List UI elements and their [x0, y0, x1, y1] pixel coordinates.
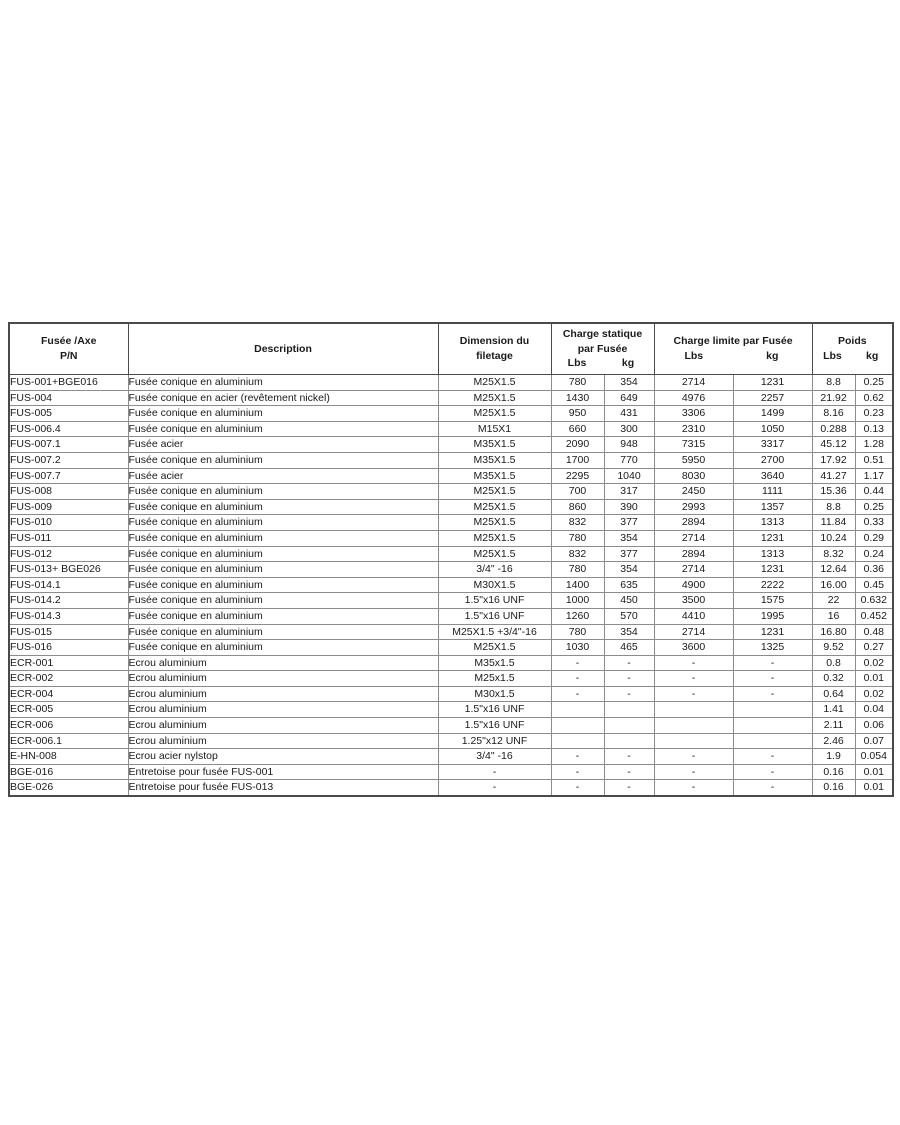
cell-weight-kg: 0.48 [855, 624, 893, 640]
cell-weight-kg: 0.62 [855, 390, 893, 406]
header-limit-load-lbs: Lbs [684, 350, 704, 362]
cell-description: Ecrou acier nylstop [128, 749, 438, 765]
cell-description: Fusée conique en aluminium [128, 515, 438, 531]
cell-weight-kg: 0.01 [855, 671, 893, 687]
cell-weight-kg: 0.06 [855, 718, 893, 734]
cell-static-load-lbs: 950 [551, 406, 604, 422]
cell-weight-lbs: 16.00 [812, 577, 855, 593]
cell-weight-lbs: 0.32 [812, 671, 855, 687]
cell-static-load-lbs: 1030 [551, 640, 604, 656]
cell-limit-load-lbs: 4900 [654, 577, 733, 593]
cell-static-load-lbs: 780 [551, 624, 604, 640]
cell-limit-load-kg: 2222 [733, 577, 812, 593]
cell-limit-load-lbs: - [654, 671, 733, 687]
cell-static-load-lbs: - [551, 686, 604, 702]
cell-static-load-kg [604, 718, 654, 734]
cell-limit-load-kg: 2700 [733, 452, 812, 468]
cell-limit-load-lbs: 2714 [654, 530, 733, 546]
cell-limit-load-lbs: 7315 [654, 437, 733, 453]
table-row [9, 468, 893, 484]
cell-static-load-lbs: 1700 [551, 452, 604, 468]
cell-limit-load-lbs [654, 702, 733, 718]
table-row [9, 390, 893, 406]
cell-limit-load-kg: - [733, 671, 812, 687]
cell-weight-kg: 0.29 [855, 530, 893, 546]
cell-static-load-lbs: - [551, 780, 604, 796]
header-weight-line1: Poids [837, 335, 867, 348]
cell-description: Fusée conique en aluminium [128, 624, 438, 640]
cell-thread-dimension: 3/4" -16 [438, 562, 551, 578]
cell-weight-lbs: 1.9 [812, 749, 855, 765]
cell-static-load-kg: 570 [604, 608, 654, 624]
cell-part-number: ECR-004 [9, 686, 128, 702]
cell-limit-load-kg [733, 718, 812, 734]
cell-thread-dimension: M25X1.5 [438, 515, 551, 531]
cell-limit-load-kg: - [733, 749, 812, 765]
cell-part-number: FUS-013+ BGE026 [9, 562, 128, 578]
cell-weight-lbs: 21.92 [812, 390, 855, 406]
cell-static-load-kg: 948 [604, 437, 654, 453]
header-part-number-line2: P/N [59, 350, 78, 362]
cell-thread-dimension: 1.5"x16 UNF [438, 702, 551, 718]
cell-limit-load-lbs: 2714 [654, 624, 733, 640]
cell-thread-dimension: M15X1 [438, 421, 551, 437]
cell-weight-kg: 0.23 [855, 406, 893, 422]
header-limit-load-line1: Charge limite par Fusée [673, 335, 793, 348]
cell-weight-kg: 0.44 [855, 484, 893, 500]
cell-weight-lbs: 9.52 [812, 640, 855, 656]
cell-description: Fusée acier [128, 468, 438, 484]
cell-thread-dimension: M25X1.5 [438, 530, 551, 546]
table-row [9, 718, 893, 734]
cell-weight-kg: 0.04 [855, 702, 893, 718]
cell-limit-load-kg: 1231 [733, 530, 812, 546]
header-description-label: Description [254, 342, 312, 355]
cell-limit-load-lbs: - [654, 686, 733, 702]
cell-thread-dimension: M25X1.5 [438, 546, 551, 562]
cell-static-load-kg [604, 702, 654, 718]
cell-description: Ecrou aluminium [128, 671, 438, 687]
cell-limit-load-lbs: 2714 [654, 562, 733, 578]
cell-description: Fusée conique en aluminium [128, 562, 438, 578]
cell-thread-dimension: M25X1.5 [438, 375, 551, 391]
column-header-limit-load [654, 323, 812, 375]
cell-weight-kg: 0.13 [855, 421, 893, 437]
cell-part-number: FUS-007.7 [9, 468, 128, 484]
cell-static-load-lbs: 660 [551, 421, 604, 437]
cell-limit-load-kg: 2257 [733, 390, 812, 406]
cell-weight-lbs: 22 [812, 593, 855, 609]
cell-static-load-lbs: 780 [551, 562, 604, 578]
cell-description: Ecrou aluminium [128, 718, 438, 734]
cell-part-number: FUS-016 [9, 640, 128, 656]
cell-part-number: FUS-014.2 [9, 593, 128, 609]
cell-weight-kg: 0.054 [855, 749, 893, 765]
cell-limit-load-kg [733, 702, 812, 718]
cell-description: Fusée conique en aluminium [128, 530, 438, 546]
table-row [9, 452, 893, 468]
cell-limit-load-lbs: 2310 [654, 421, 733, 437]
cell-limit-load-kg: 1231 [733, 375, 812, 391]
cell-weight-lbs: 17.92 [812, 452, 855, 468]
cell-description: Fusée conique en aluminium [128, 593, 438, 609]
cell-weight-kg: 0.24 [855, 546, 893, 562]
cell-static-load-kg: 431 [604, 406, 654, 422]
cell-limit-load-kg: - [733, 686, 812, 702]
cell-limit-load-lbs: - [654, 764, 733, 780]
cell-static-load-lbs: 1260 [551, 608, 604, 624]
cell-part-number: FUS-006.4 [9, 421, 128, 437]
cell-limit-load-kg: 1050 [733, 421, 812, 437]
cell-thread-dimension: M35X1.5 [438, 452, 551, 468]
cell-part-number: FUS-012 [9, 546, 128, 562]
header-weight-lbs: Lbs [823, 350, 842, 362]
cell-thread-dimension: M35x1.5 [438, 655, 551, 671]
table-row [9, 437, 893, 453]
cell-static-load-kg: - [604, 686, 654, 702]
cell-limit-load-kg: 1313 [733, 515, 812, 531]
cell-limit-load-lbs: 3306 [654, 406, 733, 422]
cell-weight-lbs: 10.24 [812, 530, 855, 546]
cell-static-load-kg: 450 [604, 593, 654, 609]
cell-part-number: FUS-015 [9, 624, 128, 640]
cell-static-load-lbs: 2295 [551, 468, 604, 484]
cell-static-load-kg: 390 [604, 499, 654, 515]
cell-static-load-kg: 354 [604, 624, 654, 640]
cell-description: Ecrou aluminium [128, 655, 438, 671]
cell-description: Entretoise pour fusée FUS-013 [128, 780, 438, 796]
cell-thread-dimension: M25X1.5 +3/4"-16 [438, 624, 551, 640]
cell-limit-load-kg: 1357 [733, 499, 812, 515]
cell-weight-lbs: 8.32 [812, 546, 855, 562]
cell-weight-kg: 0.01 [855, 764, 893, 780]
cell-description: Fusée conique en aluminium [128, 406, 438, 422]
cell-part-number: ECR-006.1 [9, 733, 128, 749]
cell-weight-kg: 0.27 [855, 640, 893, 656]
cell-weight-lbs: 8.8 [812, 499, 855, 515]
cell-static-load-kg: 377 [604, 546, 654, 562]
cell-part-number: FUS-001+BGE016 [9, 375, 128, 391]
cell-part-number: ECR-006 [9, 718, 128, 734]
cell-description: Fusée acier [128, 437, 438, 453]
cell-description: Fusée conique en aluminium [128, 640, 438, 656]
cell-weight-kg: 0.25 [855, 375, 893, 391]
header-thread-line1: Dimension du [459, 335, 530, 348]
cell-static-load-kg: 317 [604, 484, 654, 500]
cell-description: Fusée conique en aluminium [128, 452, 438, 468]
cell-static-load-lbs: 780 [551, 530, 604, 546]
cell-limit-load-kg: - [733, 764, 812, 780]
cell-limit-load-lbs [654, 733, 733, 749]
cell-description: Fusée conique en acier (revêtement nickel) [128, 390, 438, 406]
cell-weight-kg: 0.02 [855, 655, 893, 671]
cell-limit-load-kg: 1499 [733, 406, 812, 422]
cell-weight-kg: 0.02 [855, 686, 893, 702]
table-row [9, 499, 893, 515]
table-row [9, 780, 893, 796]
header-static-load-kg: kg [621, 357, 635, 370]
cell-thread-dimension: - [438, 764, 551, 780]
table-row [9, 484, 893, 500]
cell-static-load-lbs: - [551, 655, 604, 671]
cell-limit-load-lbs: 2894 [654, 546, 733, 562]
cell-weight-lbs: 8.16 [812, 406, 855, 422]
cell-part-number: FUS-007.2 [9, 452, 128, 468]
header-static-load-line1: Charge statique [562, 328, 643, 341]
cell-part-number: FUS-004 [9, 390, 128, 406]
cell-static-load-kg: 1040 [604, 468, 654, 484]
table-row [9, 593, 893, 609]
cell-thread-dimension: M25X1.5 [438, 640, 551, 656]
cell-thread-dimension: M25x1.5 [438, 671, 551, 687]
cell-limit-load-kg: 1325 [733, 640, 812, 656]
cell-static-load-kg: 770 [604, 452, 654, 468]
cell-part-number: FUS-014.1 [9, 577, 128, 593]
cell-limit-load-lbs: - [654, 655, 733, 671]
cell-static-load-kg: 300 [604, 421, 654, 437]
cell-weight-kg: 0.36 [855, 562, 893, 578]
cell-static-load-kg: 649 [604, 390, 654, 406]
cell-thread-dimension: - [438, 780, 551, 796]
cell-weight-kg: 1.28 [855, 437, 893, 453]
cell-part-number: FUS-008 [9, 484, 128, 500]
table-row [9, 577, 893, 593]
cell-static-load-lbs: - [551, 764, 604, 780]
cell-description: Fusée conique en aluminium [128, 608, 438, 624]
cell-limit-load-lbs: 2894 [654, 515, 733, 531]
header-weight-kg: kg [866, 350, 879, 362]
cell-static-load-lbs: 1430 [551, 390, 604, 406]
cell-limit-load-lbs: 5950 [654, 452, 733, 468]
cell-limit-load-lbs: - [654, 780, 733, 796]
cell-part-number: FUS-007.1 [9, 437, 128, 453]
cell-weight-lbs: 15.36 [812, 484, 855, 500]
header-static-load-lbs: Lbs [567, 357, 587, 370]
cell-thread-dimension: 1.25"x12 UNF [438, 733, 551, 749]
cell-limit-load-kg: 1111 [733, 484, 812, 500]
table-row [9, 764, 893, 780]
column-header-description [128, 323, 438, 375]
table-header [9, 323, 893, 375]
cell-weight-lbs: 0.16 [812, 780, 855, 796]
cell-weight-lbs: 0.64 [812, 686, 855, 702]
cell-thread-dimension: M35X1.5 [438, 468, 551, 484]
cell-thread-dimension: M35X1.5 [438, 437, 551, 453]
table-row [9, 671, 893, 687]
cell-static-load-kg: 354 [604, 375, 654, 391]
cell-weight-lbs: 16 [812, 608, 855, 624]
cell-thread-dimension: M25X1.5 [438, 499, 551, 515]
cell-static-load-lbs: 832 [551, 546, 604, 562]
cell-static-load-kg: 354 [604, 530, 654, 546]
column-header-weight [812, 323, 893, 375]
specification-table-container [8, 322, 892, 797]
cell-part-number: FUS-005 [9, 406, 128, 422]
cell-description: Fusée conique en aluminium [128, 375, 438, 391]
table-row [9, 515, 893, 531]
cell-thread-dimension: 1.5"x16 UNF [438, 718, 551, 734]
cell-weight-kg: 0.01 [855, 780, 893, 796]
cell-limit-load-lbs: 3500 [654, 593, 733, 609]
cell-limit-load-lbs: 2450 [654, 484, 733, 500]
cell-weight-lbs: 0.288 [812, 421, 855, 437]
column-header-static-load [551, 323, 654, 375]
cell-weight-lbs: 2.11 [812, 718, 855, 734]
cell-static-load-lbs: 832 [551, 515, 604, 531]
table-row [9, 749, 893, 765]
cell-static-load-kg: - [604, 780, 654, 796]
cell-description: Fusée conique en aluminium [128, 484, 438, 500]
cell-weight-lbs: 2.46 [812, 733, 855, 749]
table-row [9, 686, 893, 702]
cell-static-load-lbs: 700 [551, 484, 604, 500]
cell-part-number: FUS-010 [9, 515, 128, 531]
table-row [9, 562, 893, 578]
column-header-thread-dimension [438, 323, 551, 375]
cell-limit-load-lbs: - [654, 749, 733, 765]
cell-static-load-kg: - [604, 671, 654, 687]
column-header-part-number [9, 323, 128, 375]
cell-limit-load-kg: 1995 [733, 608, 812, 624]
cell-static-load-kg: - [604, 749, 654, 765]
cell-description: Fusée conique en aluminium [128, 421, 438, 437]
table-body [9, 375, 893, 797]
cell-description: Entretoise pour fusée FUS-001 [128, 764, 438, 780]
cell-thread-dimension: M25X1.5 [438, 484, 551, 500]
table-row [9, 375, 893, 391]
header-static-load-line2: par Fusée [577, 342, 628, 355]
cell-limit-load-kg: - [733, 655, 812, 671]
cell-description: Fusée conique en aluminium [128, 546, 438, 562]
cell-static-load-lbs: 1400 [551, 577, 604, 593]
cell-weight-lbs: 0.8 [812, 655, 855, 671]
cell-static-load-kg: 354 [604, 562, 654, 578]
cell-limit-load-lbs: 4976 [654, 390, 733, 406]
cell-static-load-kg: - [604, 655, 654, 671]
cell-weight-lbs: 16.80 [812, 624, 855, 640]
table-row [9, 733, 893, 749]
cell-weight-lbs: 45.12 [812, 437, 855, 453]
cell-weight-lbs: 8.8 [812, 375, 855, 391]
table-row [9, 702, 893, 718]
cell-description: Ecrou aluminium [128, 686, 438, 702]
cell-weight-lbs: 1.41 [812, 702, 855, 718]
cell-static-load-lbs: 2090 [551, 437, 604, 453]
cell-limit-load-kg: 1313 [733, 546, 812, 562]
cell-part-number: FUS-011 [9, 530, 128, 546]
table-row [9, 655, 893, 671]
cell-part-number: ECR-005 [9, 702, 128, 718]
cell-thread-dimension: M25X1.5 [438, 390, 551, 406]
cell-description: Fusée conique en aluminium [128, 499, 438, 515]
cell-limit-load-kg: 3640 [733, 468, 812, 484]
cell-thread-dimension: 1.5"x16 UNF [438, 608, 551, 624]
cell-weight-lbs: 41.27 [812, 468, 855, 484]
cell-static-load-lbs: 860 [551, 499, 604, 515]
cell-weight-kg: 0.632 [855, 593, 893, 609]
cell-part-number: BGE-026 [9, 780, 128, 796]
cell-limit-load-kg: - [733, 780, 812, 796]
cell-part-number: BGE-016 [9, 764, 128, 780]
cell-static-load-lbs: 780 [551, 375, 604, 391]
cell-static-load-kg: 465 [604, 640, 654, 656]
table-row [9, 624, 893, 640]
cell-description: Ecrou aluminium [128, 733, 438, 749]
cell-part-number: FUS-014.3 [9, 608, 128, 624]
table-row [9, 640, 893, 656]
header-limit-load-kg: kg [766, 350, 779, 362]
cell-limit-load-lbs: 2993 [654, 499, 733, 515]
cell-part-number: ECR-001 [9, 655, 128, 671]
cell-description: Fusée conique en aluminium [128, 577, 438, 593]
cell-limit-load-kg [733, 733, 812, 749]
cell-weight-lbs: 12.64 [812, 562, 855, 578]
cell-static-load-kg: - [604, 764, 654, 780]
cell-weight-lbs: 11.84 [812, 515, 855, 531]
cell-part-number: E-HN-008 [9, 749, 128, 765]
cell-thread-dimension: 3/4" -16 [438, 749, 551, 765]
header-thread-line2: filetage [476, 350, 513, 362]
parts-specification-table [8, 322, 894, 797]
cell-weight-kg: 0.45 [855, 577, 893, 593]
cell-static-load-kg [604, 733, 654, 749]
cell-weight-kg: 1.17 [855, 468, 893, 484]
cell-limit-load-lbs: 2714 [654, 375, 733, 391]
table-row [9, 406, 893, 422]
cell-weight-kg: 0.07 [855, 733, 893, 749]
cell-static-load-lbs [551, 702, 604, 718]
table-row [9, 530, 893, 546]
cell-weight-kg: 0.51 [855, 452, 893, 468]
cell-static-load-lbs: - [551, 749, 604, 765]
cell-part-number: FUS-009 [9, 499, 128, 515]
cell-static-load-lbs [551, 733, 604, 749]
cell-thread-dimension: M25X1.5 [438, 406, 551, 422]
cell-static-load-kg: 635 [604, 577, 654, 593]
cell-limit-load-lbs [654, 718, 733, 734]
table-row [9, 421, 893, 437]
cell-limit-load-kg: 1575 [733, 593, 812, 609]
cell-static-load-lbs: 1000 [551, 593, 604, 609]
cell-description: Ecrou aluminium [128, 702, 438, 718]
cell-limit-load-lbs: 8030 [654, 468, 733, 484]
header-part-number-line1: Fusée /Axe [41, 335, 97, 348]
cell-limit-load-lbs: 4410 [654, 608, 733, 624]
cell-thread-dimension: M30X1.5 [438, 577, 551, 593]
cell-limit-load-kg: 3317 [733, 437, 812, 453]
cell-weight-kg: 0.25 [855, 499, 893, 515]
cell-thread-dimension: M30x1.5 [438, 686, 551, 702]
cell-static-load-lbs [551, 718, 604, 734]
cell-limit-load-kg: 1231 [733, 624, 812, 640]
header-row [9, 323, 893, 375]
cell-weight-lbs: 0.16 [812, 764, 855, 780]
cell-part-number: ECR-002 [9, 671, 128, 687]
cell-limit-load-kg: 1231 [733, 562, 812, 578]
cell-thread-dimension: 1.5"x16 UNF [438, 593, 551, 609]
table-row [9, 608, 893, 624]
cell-weight-kg: 0.33 [855, 515, 893, 531]
table-row [9, 546, 893, 562]
cell-static-load-lbs: - [551, 671, 604, 687]
cell-static-load-kg: 377 [604, 515, 654, 531]
cell-weight-kg: 0.452 [855, 608, 893, 624]
cell-limit-load-lbs: 3600 [654, 640, 733, 656]
